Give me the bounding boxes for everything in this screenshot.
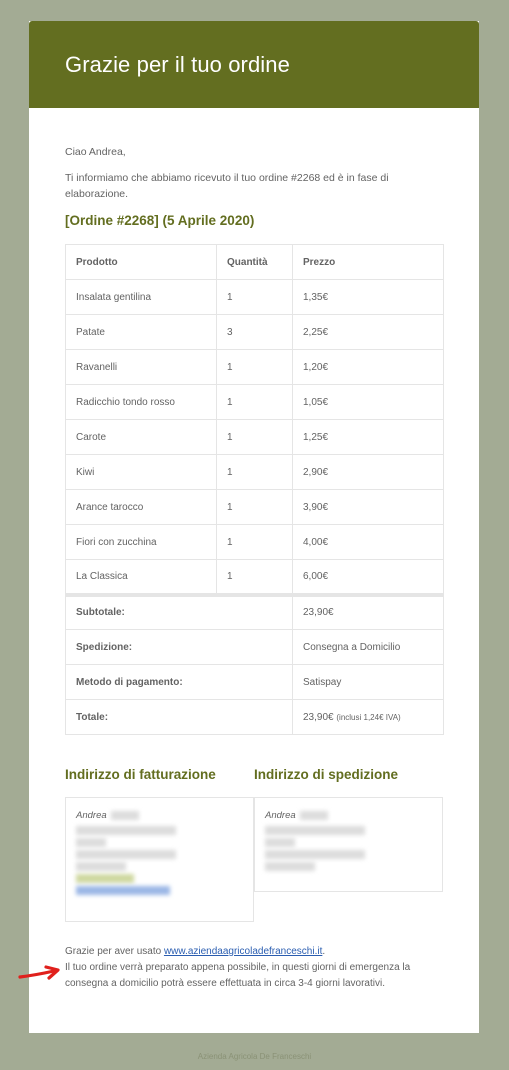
- redacted-province: [265, 862, 315, 871]
- product-cell: Kiwi: [66, 455, 217, 490]
- website-link[interactable]: www.aziendaagricoladefranceschi.it: [163, 946, 323, 957]
- product-cell: La Classica: [66, 560, 217, 595]
- payment-row: [66, 665, 444, 700]
- product-cell: Fiori con zucchina: [66, 525, 217, 560]
- quantity-cell: 1: [217, 385, 293, 420]
- store-name: Azienda Agricola De Franceschi: [197, 1052, 312, 1061]
- billing-address: [65, 797, 254, 922]
- email-card: [29, 21, 479, 1033]
- footer-text: [65, 944, 445, 992]
- thanks-suffix: .: [322, 946, 326, 957]
- subtotal-value: 23,90€: [293, 595, 444, 630]
- quantity-cell: 1: [217, 280, 293, 315]
- total-vat-note: (inclusi 1,24€ IVA): [336, 712, 401, 722]
- subtotal-label: Subtotale:: [66, 595, 293, 630]
- price-cell: 1,05€: [293, 385, 444, 420]
- product-cell: Radicchio tondo rosso: [66, 385, 217, 420]
- redacted-street: [265, 826, 365, 835]
- thanks-prefix: Grazie per aver usato: [65, 946, 164, 957]
- price-cell: 3,90€: [293, 490, 444, 525]
- quantity-cell: 1: [217, 350, 293, 385]
- price-cell: 1,35€: [293, 280, 444, 315]
- redacted-surname: [300, 811, 328, 820]
- redacted-surname: [111, 811, 139, 820]
- redacted-street: [76, 826, 176, 835]
- price-cell: 2,90€: [293, 455, 444, 490]
- table-row: [66, 455, 444, 490]
- price-cell: 6,00€: [293, 560, 444, 595]
- product-cell: Carote: [66, 420, 217, 455]
- shipping-title: Indirizzo di spedizione: [254, 767, 399, 782]
- email-title: Grazie per il tuo ordine: [65, 52, 290, 77]
- table-row: [66, 525, 444, 560]
- header-product: Prodotto: [66, 245, 217, 280]
- shipping-label: Spedizione:: [66, 630, 293, 665]
- billing-name: Andrea: [76, 810, 107, 821]
- product-cell: Patate: [66, 315, 217, 350]
- total-label: Totale:: [66, 700, 293, 735]
- price-cell: 1,20€: [293, 350, 444, 385]
- quantity-cell: 1: [217, 455, 293, 490]
- product-cell: Arance tarocco: [66, 490, 217, 525]
- price-cell: 4,00€: [293, 525, 444, 560]
- redacted-province: [76, 862, 126, 871]
- redacted-email-link[interactable]: [76, 886, 170, 895]
- price-cell: 2,25€: [293, 315, 444, 350]
- order-table: [65, 244, 444, 735]
- red-arrow-icon: [16, 964, 64, 984]
- table-row: [66, 315, 444, 350]
- table-row: [66, 420, 444, 455]
- total-amount: 23,90€: [303, 711, 334, 723]
- redacted-zip: [265, 838, 295, 847]
- header-quantity: Quantità: [217, 245, 293, 280]
- redacted-city: [76, 850, 176, 859]
- delivery-notice: Il tuo ordine verrà preparato appena possibile, in questi giorni di emergenza la consegna a domicilio potrà essere effettuata in circa 3-4 giorni lavorativi.: [65, 962, 411, 989]
- quantity-cell: 3: [217, 315, 293, 350]
- payment-value: Satispay: [293, 665, 444, 700]
- payment-label: Metodo di pagamento:: [66, 665, 293, 700]
- redacted-phone: [76, 874, 134, 883]
- price-cell: 1,25€: [293, 420, 444, 455]
- intro-text: Ti informiamo che abbiamo ricevuto il tuo ordine #2268 ed è in fase di elaborazione.: [65, 172, 389, 200]
- table-row: [66, 490, 444, 525]
- product-cell: Insalata gentilina: [66, 280, 217, 315]
- table-row: [66, 280, 444, 315]
- total-value: [293, 700, 444, 735]
- quantity-cell: 1: [217, 420, 293, 455]
- table-row: [66, 560, 444, 595]
- shipping-name: Andrea: [265, 810, 296, 821]
- order-title: [Ordine #2268] (5 Aprile 2020): [65, 213, 255, 228]
- subtotal-row: [66, 595, 444, 630]
- quantity-cell: 1: [217, 560, 293, 595]
- shipping-row: [66, 630, 444, 665]
- shipping-address: [254, 797, 443, 892]
- email-header: [29, 21, 479, 108]
- total-row: [66, 700, 444, 735]
- table-row: [66, 350, 444, 385]
- shipping-value: Consegna a Domicilio: [293, 630, 444, 665]
- redacted-zip: [76, 838, 106, 847]
- header-price: Prezzo: [293, 245, 444, 280]
- quantity-cell: 1: [217, 525, 293, 560]
- billing-title: Indirizzo di fatturazione: [65, 767, 216, 782]
- quantity-cell: 1: [217, 490, 293, 525]
- redacted-city: [265, 850, 365, 859]
- table-row: [66, 385, 444, 420]
- table-header-row: [66, 245, 444, 280]
- product-cell: Ravanelli: [66, 350, 217, 385]
- greeting: Ciao Andrea,: [65, 146, 126, 158]
